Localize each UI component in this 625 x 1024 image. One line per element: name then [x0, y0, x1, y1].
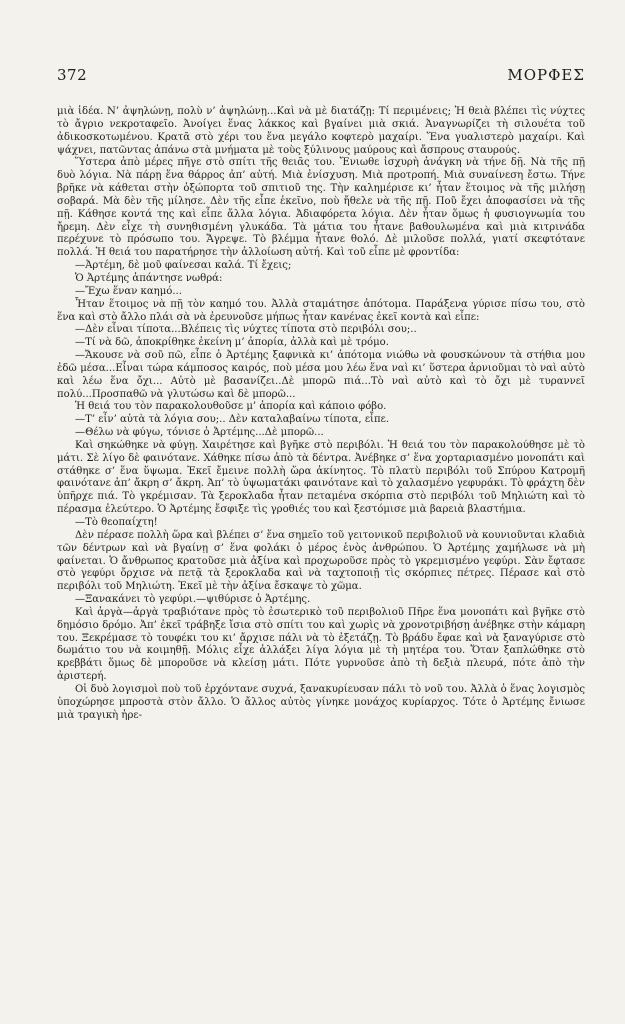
paragraph: μιὰ ἰδέα. Ν’ ἀψηλώνῃ, πολὺ ν’ ἀψηλώνῃ...Καὶ νὰ μὲ διατάζῃ: Τί περιμένεις; Ἡ θειὰ βλέπει τὶς νύχτες τὸ ἄγριο νεκροταφεῖο. Ἀνοίγει ἕνας λάκκος καὶ βγαίνει μιὰ σκιά. Ἀναγνωρίζει τὴ σιλουέτα τοῦ ἀδικοσκοτωμένου. Κρατᾶ στὸ χέρι του ἕνα μεγάλο κοφτερὸ μαχαίρι. Ἕνα γυαλιστερὸ μαχαίρι. Καὶ ψάχνει, πατῶντας ἀπάνω στὰ μνήματα μὲ τοὺς ξύλινους μαύρους καὶ ἄσπρους σταυρούς.: [57, 106, 585, 156]
paragraph: —Τί νὰ δῶ, ἀποκρίθηκε ἐκείνη μ’ ἀπορία, ἀλλὰ καὶ μὲ τρόμο.: [75, 337, 389, 349]
paragraph: Ὁ Ἀρτέμης ἀπάντησε νωθρά:: [75, 272, 223, 284]
paragraph: —Τ’ εἶν’ αὐτὰ τὰ λόγια σου;.. Δὲν καταλαβαίνω τίποτα, εἶπε.: [75, 414, 390, 426]
paragraph: —Τὸ θεοπαίχτη!: [75, 517, 158, 528]
running-head-title: ΜΟΡΦΕΣ: [507, 66, 585, 84]
paragraph: Ὕστερα ἀπὸ μέρες πῆγε στὸ σπίτι τῆς θειᾶς του. Ἔνιωθε ἰσχυρὴ ἀνάγκη νὰ τήνε δῇ. Νὰ τῆς πῇ δυὸ λόγια. Νὰ πάρῃ ἕνα θάρρος ἀπ’ αὐτή. Μιὰ ἐνίσχυση. Μιὰ προτροπή. Μιὰ συναίνεση ἔστω. Τήνε βρῆκε νὰ κάθεται στὴν ὀξώπορτα τοῦ σπιτιοῦ της. Τὴν καλημέρισε κι’ ἦταν ἕτοιμος νὰ τῆς μιλήσῃ σοβαρά. Μὰ δὲν τῆς μίλησε. Δὲν τῆς εἶπε ἐκεῖνο, ποὺ ἤθελε νὰ τῆς πῇ. Ποῦ ἔχει ἀποφασίσει νὰ τῆς πῇ. Κάθησε κοντά της καὶ εἶπε ἄλλα λόγια. Ἀδιαφόρετα λόγια. Δὲν ἦταν ὅμως ἡ φυσιογνωμία του ἤρεμη. Δὲν εἶχε τὴ συνηθισμένη γλυκάδα. Τὰ μάτια του ἦτανε βαθουλωμένα καὶ μιὰ κιτρινάδα περέχυνε τὸ πρόσωπο του. Ἄγρεψε. Τὸ βλέμμα ἦτανε θολό. Δὲ μιλοῦσε πολλά, γιατί σκεφτότανε πολλά. Ἡ θειά του παρατήρησε τὴν ἀλλοίωση αὐτή. Καὶ τοῦ εἶπε μὲ φροντίδα:: [57, 157, 585, 259]
paragraph: —Δὲν εἶναι τίποτα...Βλέπεις τὶς νύχτες τίποτα στὸ περιβόλι σου;..: [75, 324, 417, 336]
body-text: [57, 106, 585, 723]
paragraph: —Θέλω νὰ φύγω, τόνισε ὁ Ἀρτέμης...Δὲ μπορῶ...: [75, 427, 324, 439]
page-header: [57, 66, 585, 84]
paragraph: Ἦταν ἕτοιμος νὰ πῇ τὸν καημό του. Ἀλλὰ σταμάτησε ἀπότομα. Παράξενα γύρισε πίσω του, στὸ ἕνα καὶ στὸ ἄλλο πλάι σὰ νὰ ἐρευνοῦσε μήπως ἦταν κανένας ἐκεῖ κοντὰ καὶ εἶπε:: [57, 298, 585, 323]
page-number: 372: [57, 66, 88, 84]
paragraph: Ἡ θειά του τὸν παρακολουθοῦσε μ’ ἀπορία καὶ κάποιο φόβο.: [75, 401, 387, 413]
paragraph: Δὲν πέρασε πολλὴ ὥρα καὶ βλέπει σ’ ἕνα σημεῖο τοῦ γειτονικοῦ περιβολιοῦ νὰ κουνιοῦνται κλαδιὰ τῶν δέντρων καὶ νὰ βγαίνῃ σ’ ἕνα φολάκι ὁ μέρος ἑνὸς ἀνθρώπου. Ὁ Ἀρτέμης χαμήλωσε νὰ μὴ φαίνεται. Ὁ ἄνθρωπος κρατοῦσε μιὰ ἀξίνα καὶ προχωροῦσε πρὸς τὸ γκρεμισμένο γεφύρι. Σὰν ἔφτασε στὸ γεφύρι ὄρχισε νὰ πετᾷ τὰ ξεροκλαδα καὶ νὰ ταχτοποιῇ τὶς σκόρπιες πέτρες. Πέρασε καὶ στὸ περιβόλι τοῦ Μηλιώτη. Ἐκεῖ μὲ τὴν ἀξίνα ἔσκαψε τὸ χῶμα.: [57, 529, 585, 593]
paragraph: —Ἔχω ἕναν καημό...: [75, 285, 182, 297]
paragraph: —Ἄκουσε νὰ σοῦ πῶ, εἶπε ὁ Ἀρτέμης ξαφνικὰ κι’ ἀπότομα νιώθω νὰ φουσκώνουν τὰ στήθια μου ἐδῶ μέσα...Εἶναι τώρα κάμποσος καιρός, ποὺ μέσα μου λέω ἕνα ναὶ κι’ ὕστερα ἀρνιοῦμαι τὸ ναὶ αὐτὸ καὶ λέω ἕνα ὄχι... Αὐτὸ μὲ βασανίζει..Δὲ μπορῶ πιά...Τὸ ναὶ αὐτὸ καὶ τὸ ὄχι μὲ τυραννεῖ πολύ...Προσπαθῶ νὰ γλυτώσω καὶ δὲ μπορῶ...: [57, 350, 585, 400]
paragraph: —Ξανακάνει τὸ γεφύρι.—ψιθύρισε ὁ Ἀρτέμης.: [75, 594, 311, 606]
paragraph: Καὶ ἀργὰ—ἀργὰ τραβιότανε πρὸς τὸ ἐσωτερικὸ τοῦ περιβολιοῦ Πῆρε ἕνα μονοπάτι καὶ βγῆκε στὸ δημόσιο δρόμο. Ἀπ’ ἐκεῖ τράβηξε ἴσια στὸ σπίτι του καὶ χωρὶς νὰ χρονοτριβήσῃ ἀνέβηκε στὴν κάμαρη του. Ξεκρέμασε τὸ τουφέκι του κι’ ἄρχισε πάλι νὰ τὸ ἐξετάζῃ. Τὸ βράδυ ἔφαε καὶ νὰ ξαναγύρισε στὸ δωμάτιο του νὰ κοιμηθῇ. Μόλις εἶχε ἀλλάξει λίγα λόγια μὲ τὴ μητέρα του. Ὅταν ξαπλώθηκε στὸ κρεββάτι ὅμως δὲ μποροῦσε νὰ κλείσῃ μάτι. Πότε γυρνοῦσε ἀπὸ τὴ δεξιὰ πλευρά, πότε ἀπὸ τὴν ἀριστερή.: [57, 606, 585, 683]
paragraph: Καὶ σηκώθηκε νὰ φύγῃ. Χαιρέτησε καὶ βγῆκε στὸ περιβόλι. Ἡ θειά του τὸν παρακολούθησε μὲ τὸ μάτι. Σὲ λίγο δὲ φαινότανε. Χάθηκε πίσω ἀπὸ τὰ δέντρα. Ἀνέβηκε σ’ ἕνα χορταριασμένο μονοπάτι καὶ στάθηκε σ’ ἕνα ὕψωμα. Ἐκεῖ ἔμεινε πολλὴ ὥρα ἀκίνητος. Τὸ πλατὺ περιβόλι τοῦ Σπύρου Κατρομῆ φαινότανε ἀπ’ ἄκρη σ’ ἄκρη. Ἀπ’ τὸ ὑψωματάκι φαινότανε καὶ τὸ χαλασμένο γεφυράκι. Τὸ φράχτη δὲν ὑπῆρχε πιά. Τὸ γκρέμισαν. Τὰ ξεροκλαδα ἦταν πεταμένα σκόρπια στὸ περιβόλι τοῦ Μηλιώτη καὶ τὸ πέρασμα ἐλεύτερο. Ὁ Ἀρτέμης ἔσφιξε τὶς γροθιές του καὶ ξεστόμισε μιὰ βαρειὰ βλαστήμια.: [57, 439, 585, 516]
paragraph: Οἱ δυὸ λογισμοὶ ποὺ τοῦ ἐρχόντανε συχνά, ξανακυρίευσαν πάλι τὸ νοῦ του. Ἀλλὰ ὁ ἕνας λογισμὸς ὑποχώρησε μπροστὰ στὸν ἄλλο. Ὁ ἄλλος αὐτὸς γίνηκε μονάχος κυρίαρχος. Τότε ὁ Ἀρτέμης ἔνιωσε μιὰ τραγικὴ ἠρε-: [57, 683, 585, 721]
paragraph: —Ἀρτέμη, δὲ μοῦ φαίνεσαι καλά. Τί ἔχεις;: [75, 260, 292, 272]
